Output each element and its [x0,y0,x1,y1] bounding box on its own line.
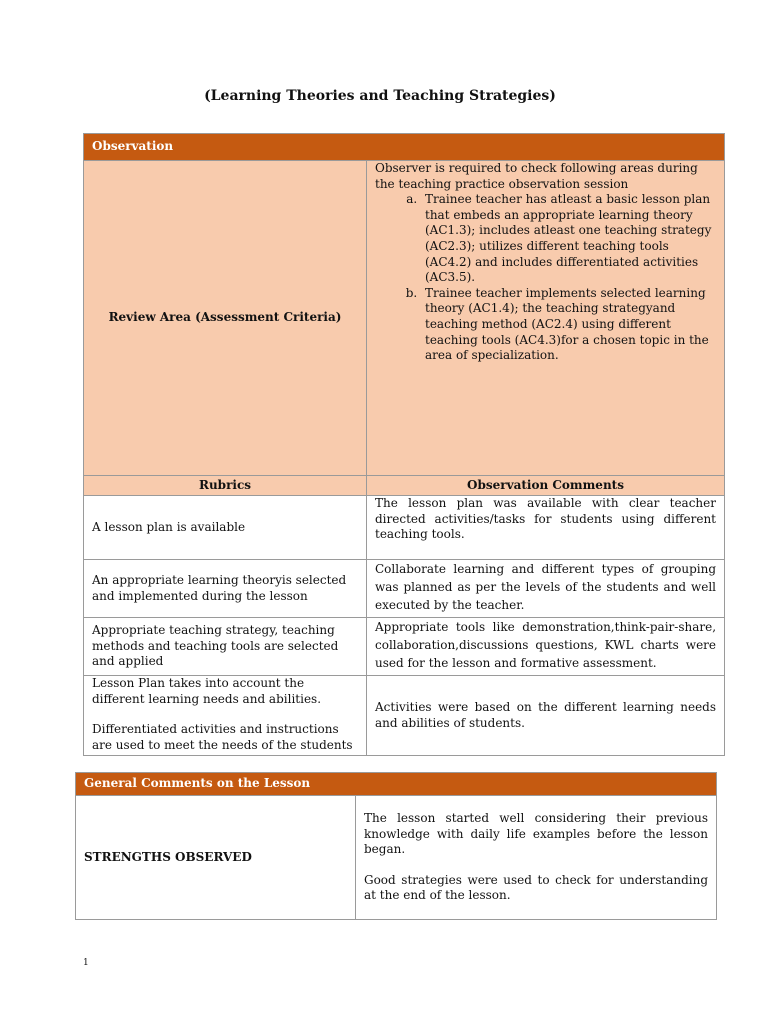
review-intro: Observer is required to check following areas during the teaching practice observation session [375,161,698,191]
table-row [84,618,725,676]
observation-table [83,133,725,756]
page-number: 1 [83,958,89,968]
rubric-cell [84,676,367,756]
strengths-paragraph-1: The lesson started well considering their previous knowledge with daily life examples before the lesson began. [364,811,709,857]
table-row [84,496,725,560]
rubric-cell: A lesson plan is available [84,496,367,560]
comment-cell: Collaborate learning and different types of grouping was planned as per the levels of the students and well executed by the teacher. [367,560,725,618]
rubric-text-extra: Differentiated activities and instructions are used to meet the needs of the students [92,722,353,752]
rubric-text: Lesson Plan takes into account the different learning needs and abilities. [92,676,322,706]
observation-header: Observation [84,134,725,161]
review-area-label: Review Area (Assessment Criteria) [84,161,367,476]
rubrics-column-header: Rubrics [84,476,367,496]
comment-cell: Activities were based on the different learning needs and abilities of students. [367,676,725,756]
table-row [84,560,725,618]
rubric-cell: An appropriate learning theoryis selected and implemented during the lesson [84,560,367,618]
general-comments-table [75,772,717,920]
strengths-content [356,796,717,920]
criteria-item-b: b. Trainee teacher implements selected learning theory (AC1.4); the teaching strategyand teaching method (AC2.4) using different teaching tools (AC4.3)for a chosen topic in the area of specialization. [421,286,716,364]
criteria-item-a: a. Trainee teacher has atleast a basic lesson plan that embeds an appropriate learning theory (AC1.3); includes atleast one teaching strategy (AC2.3); utilizes different teaching tools (AC4.2) and includes differentiated activities (AC3.5). [421,192,716,286]
review-area-content [367,161,725,476]
rubric-cell: Appropriate teaching strategy, teaching methods and teaching tools are selected and applied [84,618,367,676]
strengths-paragraph-2: Good strategies were used to check for understanding at the end of the lesson. [364,872,709,903]
page-title: (Learning Theories and Teaching Strategies) [204,88,556,104]
comment-cell: The lesson plan was available with clear teacher directed activities/tasks for students using different teaching tools. [367,496,725,560]
comment-cell: Appropriate tools like demonstration,think-pair-share, collaboration,discussions questions, KWL charts were used for the lesson and formative assessment. [367,618,725,676]
comments-column-header: Observation Comments [367,476,725,496]
general-comments-header: General Comments on the Lesson [76,773,717,796]
criteria-list [375,192,716,364]
table-row [84,676,725,756]
strengths-label: STRENGTHS OBSERVED [76,796,356,920]
